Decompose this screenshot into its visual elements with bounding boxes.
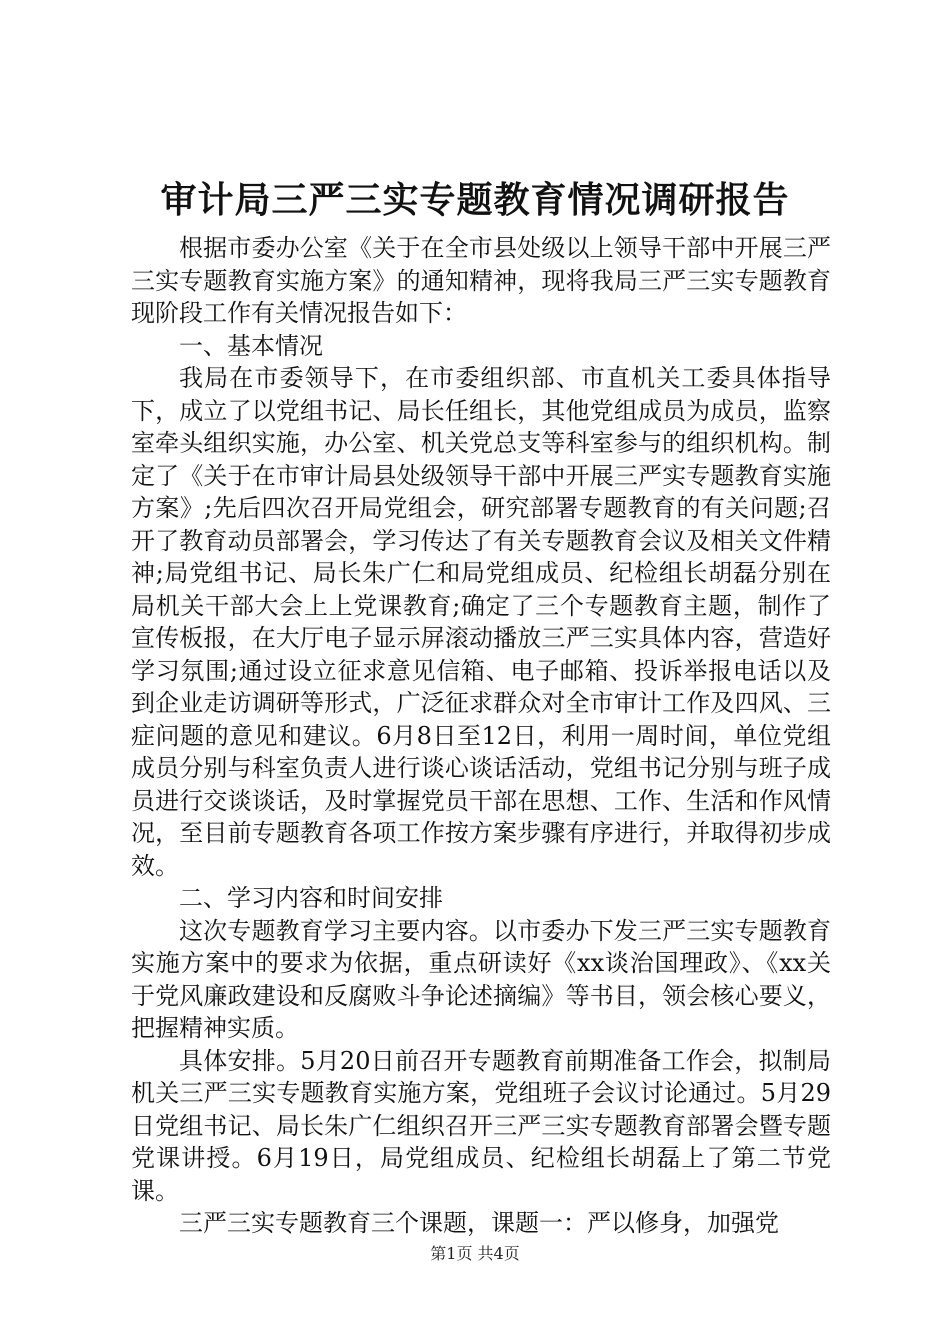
document-body bbox=[131, 232, 831, 1240]
document-title: 审计局三严三实专题教育情况调研报告 bbox=[160, 179, 790, 221]
intro-paragraph: 根据市委办公室《关于在全市县处级以上领导干部中开展三严三实专题教育实施方案》的通知精神，现将我局三严三实专题教育现阶段工作有关情况报告如下： bbox=[131, 234, 831, 327]
study-content-paragraph: 这次专题教育学习主要内容。以市委办下发三严三实专题教育实施方案中的要求为依据，重点研读好《xx谈治国理政》、《xx关于党风廉政建设和反腐败斗争论述摘编》等书目，领会核心要义，把握精神实质。 bbox=[131, 916, 831, 1042]
page-number-footer: 第1页 共4页 bbox=[430, 1244, 520, 1263]
topics-paragraph: 三严三实专题教育三个课题，课题一：严以修身，加强党 bbox=[179, 1209, 779, 1237]
section-heading-basic-situation: 一、基本情况 bbox=[179, 331, 323, 360]
section-heading-study-schedule: 二、学习内容和时间安排 bbox=[179, 884, 443, 912]
schedule-paragraph: 具体安排。5月20日前召开专题教育前期准备工作会，拟制局机关三严三实专题教育实施方案，党组班子会议讨论通过。5月29日党组书记、局长朱广仁组织召开三严三实专题教育部署会暨专题党课讲授。6月19日，局党组成员、纪检组长胡磊上了第二节党课。 bbox=[131, 1046, 831, 1205]
basic-situation-paragraph: 我局在市委领导下，在市委组织部、市直机关工委具体指导下，成立了以党组书记、局长任组长，其他党组成员为成员，监察室牵头组织实施，办公室、机关党总支等科室参与的组织机构。制定了《关于在市审计局县处级领导干部中开展三严实专题教育实施方案》;先后四次召开局党组会，研究部署专题教育的有关问题;召开了教育动员部署会，学习传达了有关专题教育会议及相关文件精神;局党组书记、局长朱广仁和局党组成员、纪检组长胡磊分别在局机关干部大会上上党课教育;确定了三个专题教育主题，制作了宣传板报，在大厅电子显示屏滚动播放三严三实具体内容，营造好学习氛围;通过设立征求意见信箱、电子邮箱、投诉举报电话以及到企业走访调研等形式，广泛征求群众对全市审计工作及四风、三症问题的意见和建议。6月8日至12日，利用一周时间，单位党组成员分别与科室负责人进行谈心谈话活动，党组书记分别与班子成员进行交谈谈话，及时掌握党员干部在思想、工作、生活和作风情况，至目前专题教育各项工作按方案步骤有序进行，并取得初步成效。 bbox=[131, 364, 831, 880]
